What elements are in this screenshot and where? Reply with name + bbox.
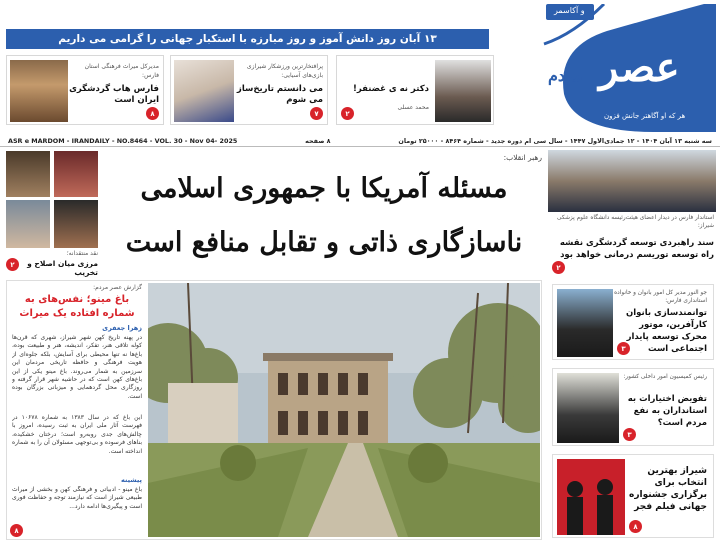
feature-paragraph: این باغ که در سال ۱۳۸۳ به شماره ۱۰۶۷۸ در فهرست آثار ملی ایران به ثبت رسیده، امروز با چالش‌های جدی روبه‌رو است؛ درختان خشکیده، بناهای فرسوده و بی‌توجهی مسئولان آن را به شماره انداخته است.	[12, 414, 142, 455]
right-card-1[interactable]: جو النور مدیر کل امور بانوان و خانواده استانداری فارس: توانمندسازی بانوان کارآفرین، موتور محرک توسعه پایدار اجتماعی است ۳	[552, 284, 714, 360]
feature-paragraph: در پهنه تاریخ کهن شهر شیراز، شهری که قرن‌ها کوله تلاقی هنر، تفکر، اندیشه، هنر و طبیعت بوده، باغ‌ها نه تنها محیطی برای آسایش، بلکه جلوه‌ای از هویت فرهنگی و حافظه تاریخی مردمان این سرزمین به شمار می‌روند. باغ مینو یکی از این باغ‌های کهن است که در حاشیه شهر قرار گرفته و روزگاری محل گردهمایی و میزبانی بزرگان بوده است.	[12, 334, 142, 400]
logo-badge: و آکاسمر	[554, 6, 585, 15]
right-card-3[interactable]: شیراز بهترین انتخاب برای برگزاری جشنواره جهانی فیلم فجر ۸	[552, 454, 714, 538]
page-number-badge: ۸	[10, 524, 23, 537]
issue-latin: ASR e MARDOM - IRANDAILY - NO.8464 - VOL. 30 - Nov 04- 2025	[8, 137, 238, 145]
feature-paragraph: باغ مینو - ادبیاتی و فرهنگی کهن و بخشی از میراث طبیعی شیراز است که نیازمند توجه و حفاظت فوری است و پیگیری‌ها ادامه دارد...	[12, 486, 142, 510]
page-number-badge: ۷	[310, 107, 323, 120]
portrait-photo	[6, 200, 50, 248]
right-top-kicker: استاندار فارس در دیدار اعضای هیئت‌رئیسه دانشگاه علوم پزشکی شیراز:	[557, 215, 714, 229]
issue-date: سه شنبه ۱۳ آبان ۱۴۰۴ - ۱۲ جمادی‌الاول ۱۴۴۷ - سال سی ام دوره جدید - شماره ۸۴۶۴ - ۲۵۰۰۰ تومان	[398, 137, 712, 145]
page-number-badge: ۳	[623, 428, 636, 441]
meeting-photo	[548, 150, 716, 212]
page-number-badge: ۳	[617, 342, 630, 355]
feature-subhead: پیشینه	[121, 476, 142, 484]
right-card-2[interactable]: رئیس کمیسیون امور داخلی کشور: تفویض اختیارات به استانداران به نفع مردم است؟ ۳	[552, 368, 714, 446]
teaser-photo	[435, 60, 491, 122]
right-top-title: سند راهبردی توسعه گردشگری نقشه راه توسعه توریسم درمانی خواهد بود	[559, 238, 714, 260]
top-banner: ۱۳ آبان روز دانش آموز و روز مبارزه با استکبار جهانی را گرامی می داریم	[6, 29, 489, 49]
page-number-badge: ۲	[341, 107, 354, 120]
page-number-badge: ۸	[629, 520, 642, 533]
logo-sub: مردم	[548, 66, 583, 85]
card-photo	[557, 459, 625, 535]
feature-kicker: گزارش عصر مردم:	[93, 284, 142, 291]
issue-info-bar	[0, 136, 720, 147]
headline-kicker: رهبر انقلاب:	[503, 153, 542, 162]
masthead	[504, 4, 716, 132]
teaser-photo	[10, 60, 68, 122]
portrait-photo	[54, 151, 98, 197]
left-col-kicker: نقد منتقدانه؛	[66, 250, 98, 257]
card-photo	[557, 373, 619, 443]
feature-title: باغ مینو؛ نفس‌های به شماره افتاده یک میراث	[19, 294, 135, 319]
teaser-3[interactable]: دکتر نه ی غضنفر! محمد عسلی ۲	[336, 55, 494, 125]
portrait-photo	[54, 200, 98, 248]
garden-photo	[148, 283, 540, 537]
page-number-badge: ۲	[552, 261, 565, 274]
portrait-photo	[6, 151, 50, 197]
tagline: هر که او آگاهتر جانش فزون	[604, 112, 686, 120]
page-count: ۸ صفحه	[305, 137, 331, 145]
logo-main: عصر	[599, 44, 680, 91]
page-number-badge: ۲	[6, 258, 19, 271]
teaser-photo	[174, 60, 234, 122]
card-photo	[557, 289, 613, 357]
left-col-title: مرزی میان اصلاح و تخریب	[27, 259, 98, 277]
main-headline-line1: مسئله آمریکا با جمهوری اسلامی	[140, 173, 508, 204]
page-number-badge: ۸	[146, 107, 159, 120]
teaser-2[interactable]: پرافتخارترین ورزشکار شیرازی بازی‌های آسیایی: می دانستم تاریخ‌ساز می شوم ۷	[170, 55, 328, 125]
main-headline-line2: ناسازگاری ذاتی و تقابل منافع است	[125, 227, 523, 258]
teaser-1[interactable]: مدیرکل میراث فرهنگی استان فارس: فارس هاب گردشگری ایران است ۸	[6, 55, 164, 125]
feature-author: زهرا جعفری	[102, 324, 142, 332]
